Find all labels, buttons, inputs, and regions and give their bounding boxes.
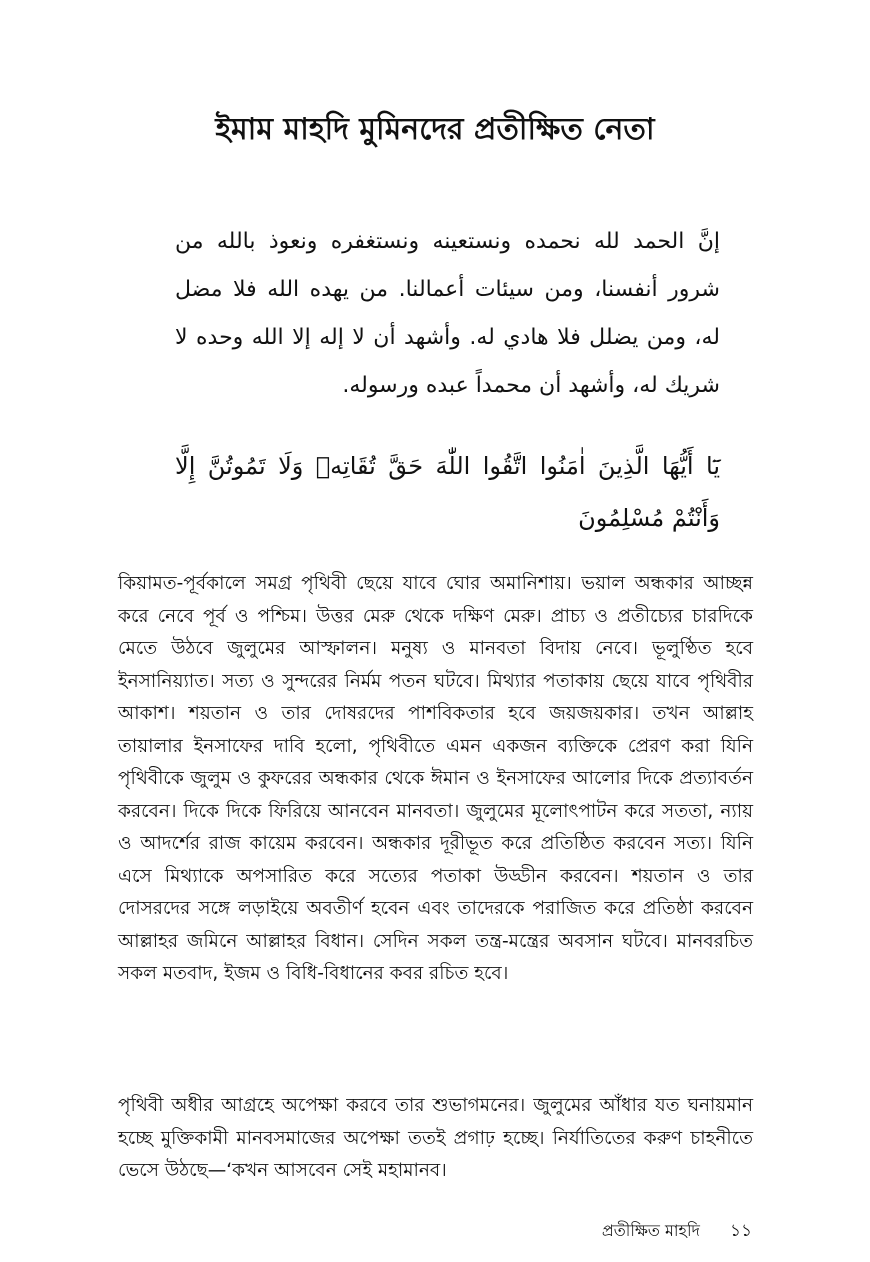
quran-ayah-text: يَٓا أَيُّهَا الَّذِينَ اٰمَنُوا اتَّقُوا اللّٰهَ حَقَّ تُقَاتِهٖ وَلَا تَمُوتُنَّ إِلَّا وَأَنْتُمْ مُسْلِمُونَ: [175, 452, 720, 532]
page-number: ১১: [729, 1221, 752, 1241]
body-paragraph-1: কিয়ামত-পূর্বকালে সমগ্র পৃথিবী ছেয়ে যাবে ঘোর অমানিশায়। ভয়াল অন্ধকার আচ্ছন্ন করে নেবে পূর্ব ও পশ্চিম। উত্তর মেরু থেকে দক্ষিণ মেরু। প্রাচ্য ও প্রতীচ্যের চারদিকে মেতে উঠবে জুলুমের আস্ফালন। মনুষ্য ও মানবতা বিদায় নেবে। ভূলুণ্ঠিত হবে ইনসানিয়্যাত। সত্য ও সুন্দরের নির্মম পতন ঘটবে। মিথ্যার পতাকায় ছেয়ে যাবে পৃথিবীর আকাশ। শয়তান ও তার দোষরদের পাশবিকতার হবে জয়জয়কার। তখন আল্লাহ তায়ালার ইনসাফের দাবি হলো, পৃথিবীতে এমন একজন ব্যক্তিকে প্রেরণ করা যিনি পৃথিবীকে জুলুম ও কুফরের অন্ধকার থেকে ঈমান ও ইনসাফের আলোর দিকে প্রত্যাবর্তন করবেন। দিকে দিকে ফিরিয়ে আনবেন মানবতা। জুলুমের মূলোৎপাটন করে সততা, ন্যায় ও আদর্শের রাজ কায়েম করবেন। অন্ধকার দূরীভূত করে প্রতিষ্ঠিত করবেন সত্য। যিনি এসে মিথ্যাকে অপসারিত করে সত্যের পতাকা উড্ডীন করবেন। শয়তান ও তার দোসরদের সঙ্গে লড়াইয়ে অবতীর্ণ হবেন এবং তাদেরকে পরাজিত করে প্রতিষ্ঠা করবেন আল্লাহর জমিনে আল্লাহর বিধান। সেদিন সকল তন্ত্র-মন্ত্রের অবসান ঘটবে। মানবরচিত সকল মতবাদ, ইজম ও বিধি-বিধানের কবর রচিত হবে।: [118, 573, 753, 984]
arabic-khutbah-text: إنَّ الحمد لله نحمده ونستعينه ونستغفره ونعوذ بالله من شرور أنفسنا، ومن سيئات أعمالنا. من يهده الله فلا مضل له، ومن يضلل فلا هادي له. وأشهد أن لا إله إلا الله وحده لا شريك له، وأشهد أن محمداً عبده ورسوله.: [175, 229, 720, 398]
chapter-title: ইমাম মাহদি মুমিনদের প্রতীক্ষিত নেতা: [215, 112, 655, 147]
body-paragraph-2: পৃথিবী অধীর আগ্রহে অপেক্ষা করবে তার শুভাগমনের। জুলুমের আঁধার যত ঘনায়মান হচ্ছে মুক্তিকামী মানবসমাজের অপেক্ষা ততই প্রগাঢ় হচ্ছে। নির্যাতিতের করুণ চাহনীতে ভেসে উঠছে—‘কখন আসবেন সেই মহামানব।: [118, 1095, 753, 1181]
page-footer: [602, 1220, 752, 1242]
running-title: প্রতীক্ষিত মাহদি: [601, 1221, 700, 1240]
